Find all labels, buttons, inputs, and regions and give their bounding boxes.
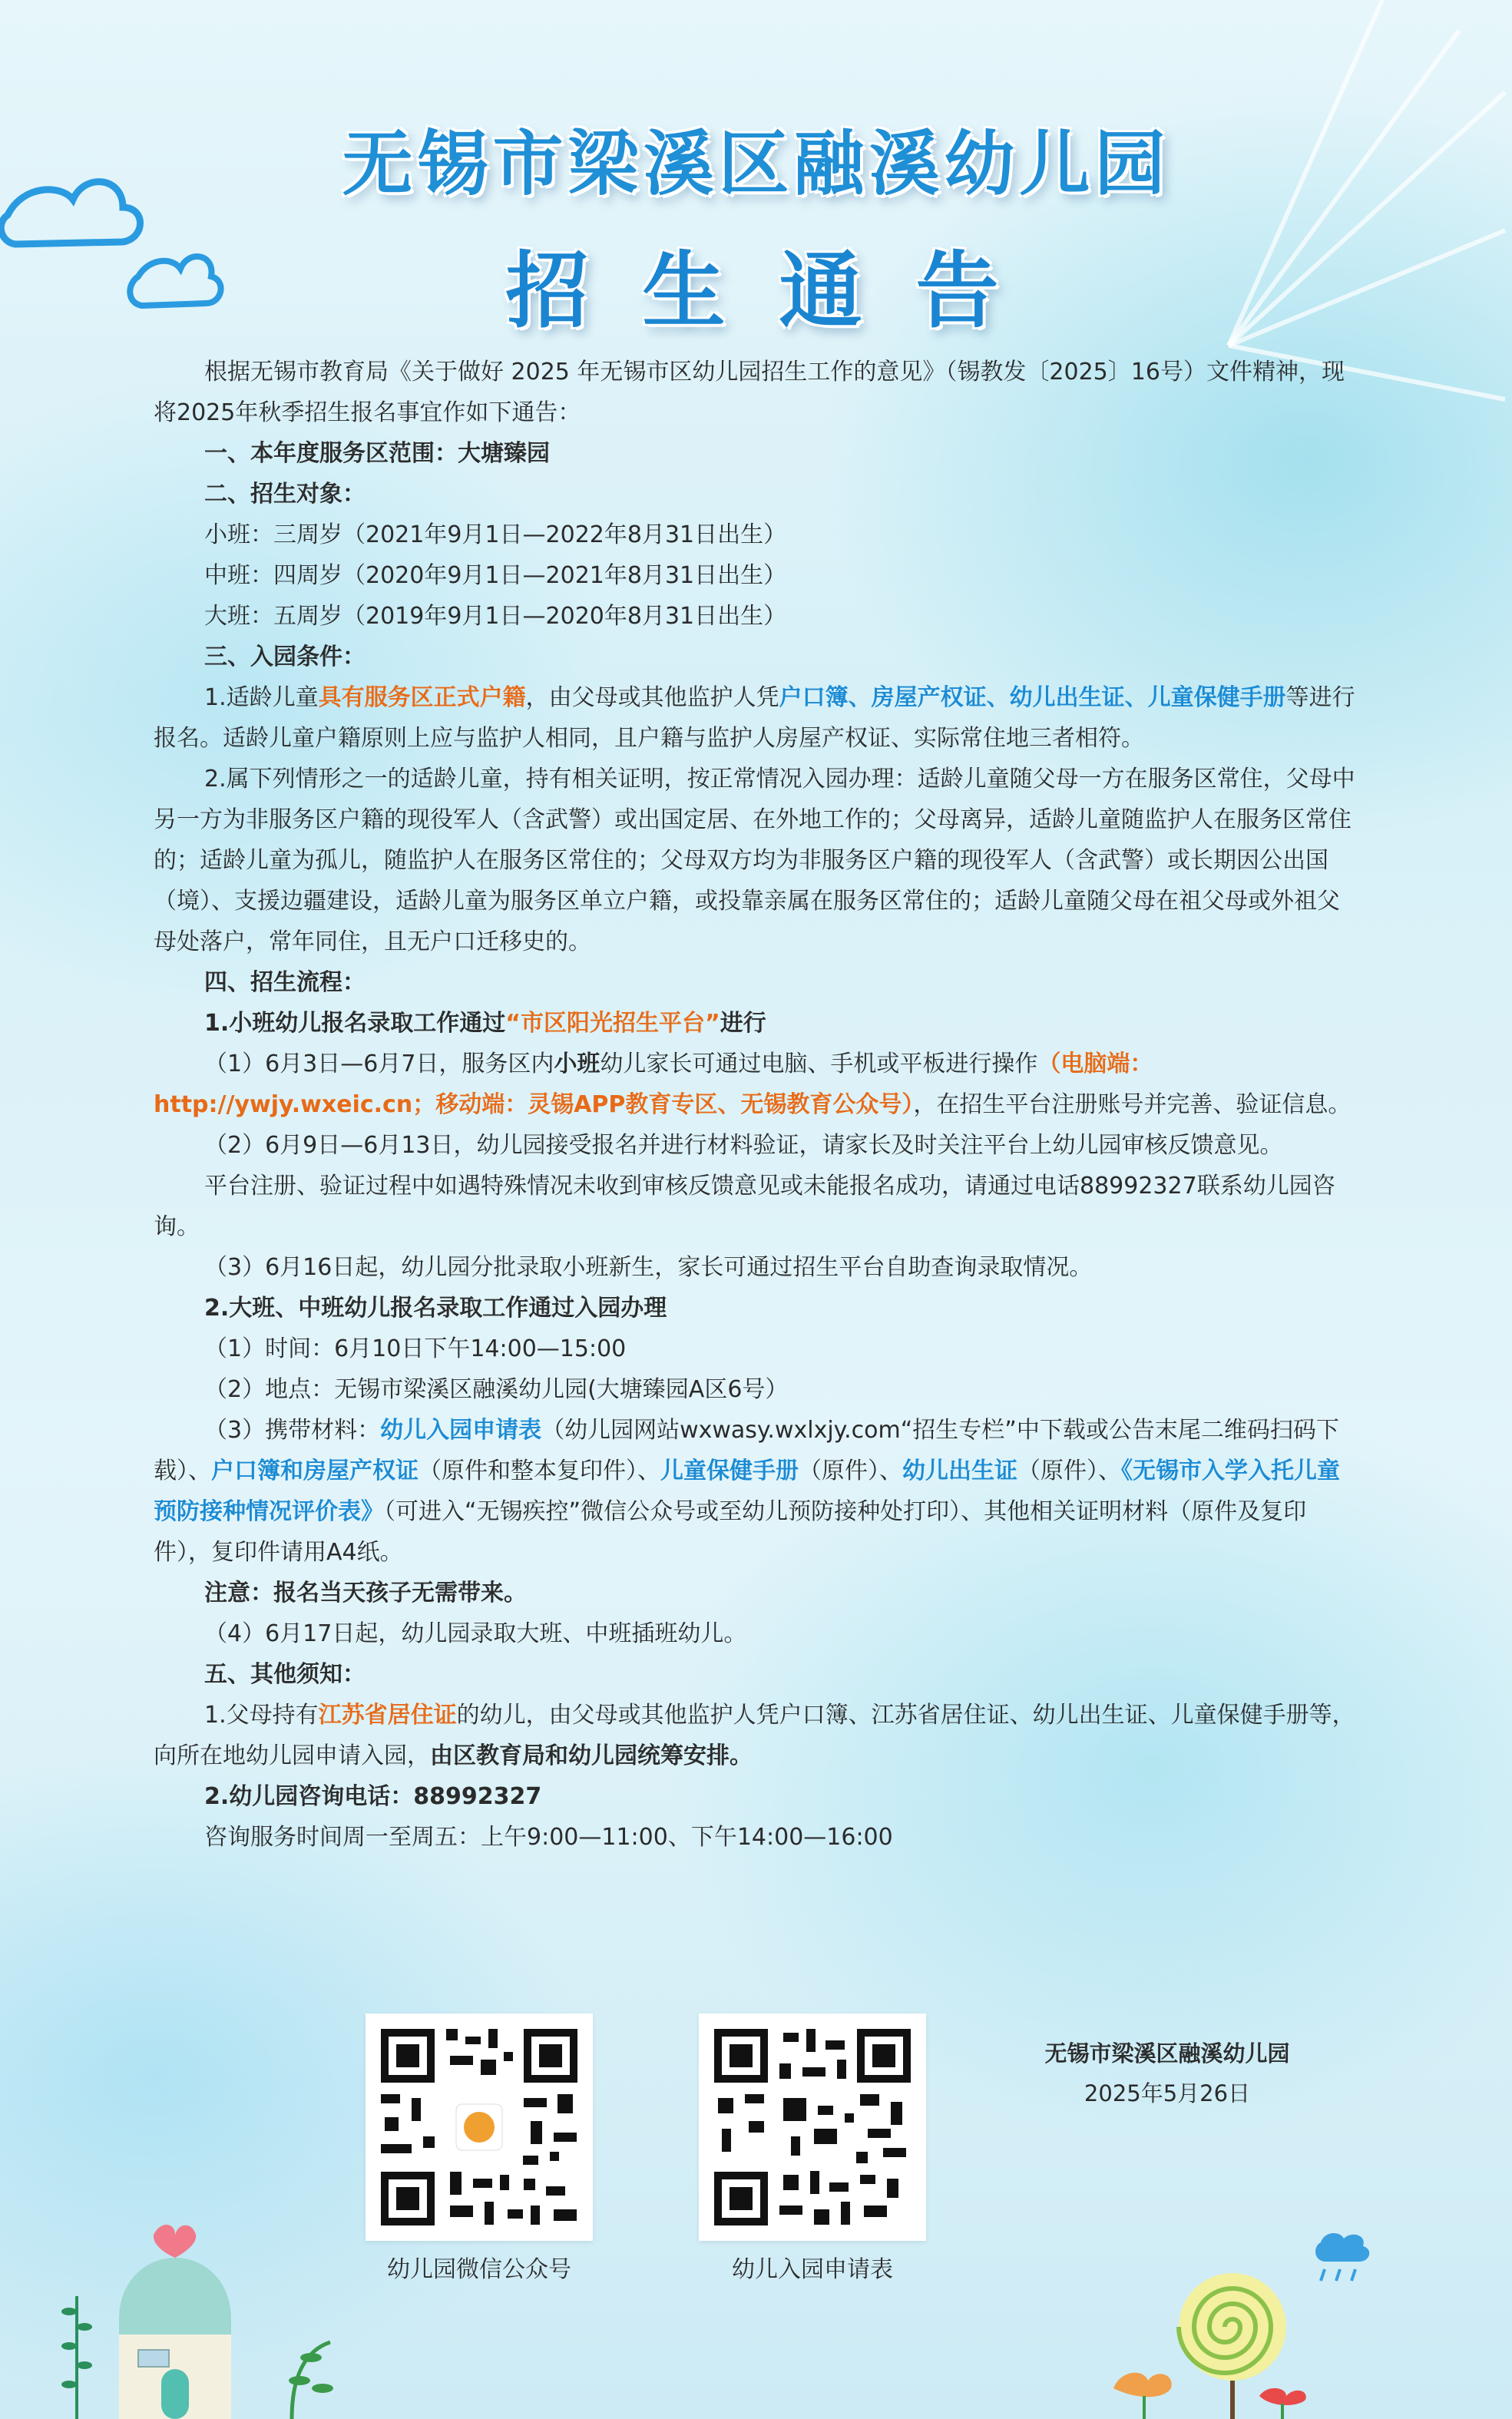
process-1-heading xyxy=(154,1003,1359,1044)
platform-links[interactable]: （电脑端：http://ywjy.wxeic.cn；移动端：灵锡APP教育专区、无锡教育公众号） xyxy=(154,1051,1153,1118)
page-title: 无锡市梁溪区融溪幼儿园 xyxy=(342,123,1170,205)
text: （可进入“无锡疾控”微信公众号或至幼儿预防接种处打印）、其他相关证明材料（原件及复印件），复印件请用A4纸。 xyxy=(154,1498,1307,1566)
highlight-birth-cert: 幼儿出生证 xyxy=(902,1458,1017,1484)
class-large: 大班：五周岁（2019年9月1日—2020年8月31日出生） xyxy=(204,603,787,630)
notice-note: 注意：报名当天孩子无需带来。 xyxy=(204,1580,527,1607)
highlight-health-book: 儿童保健手册 xyxy=(660,1458,799,1484)
lollipop-illustration xyxy=(1090,2212,1398,2419)
other-1 xyxy=(154,1695,1359,1776)
text-bold: 由区教育局和幼儿园统筹安排。 xyxy=(430,1742,753,1769)
signature-date: 2025年5月26日 xyxy=(1084,2080,1251,2106)
text: （1）6月3日—6月7日，服务区内 xyxy=(204,1051,554,1077)
text: 1.小班幼儿报名录取工作通过 xyxy=(204,1010,506,1037)
class-small: 小班：三周岁（2021年9月1日—2022年8月31日出生） xyxy=(204,521,787,548)
text: 的幼儿，由父母或其他监护人凭户口簿、江苏省居住证、幼儿出生证、儿童保健手册等，向所在地幼儿园申请入园， xyxy=(154,1702,1355,1769)
section-3-heading: 三、入园条件： xyxy=(204,644,366,670)
service-hours: 咨询服务时间周一至周五：上午9:00—11:00、下午14:00—16:00 xyxy=(204,1824,893,1851)
condition-2: 2.属下列情形之一的适龄儿童，持有相关证明，按正常情况入园办理：适龄儿童随父母一方在服务区常住，父母中另一方为非服务区户籍的现役军人（含武警）或出国定居、在外地工作的；父母离异，适龄儿童随监护人在服务区常住的；适龄儿童为孤儿，随监护人在服务区常住的；父母双方均为非服务区户籍的现役军人（含武警）或长期因公出国（境）、支援边疆建设，适龄儿童为服务区单立户籍，或投靠亲属在服务区常住的；适龄儿童随父母在祖父母或外祖父母处落户，常年同住，且无户口迁移史的。 xyxy=(154,766,1355,955)
qr-wechat-caption: 幼儿园微信公众号 xyxy=(387,2256,571,2283)
qr-application-caption: 幼儿入园申请表 xyxy=(732,2256,893,2283)
section-1-heading: 一、本年度服务区范围：大塘臻园 xyxy=(204,440,550,467)
text: 1.父母持有 xyxy=(204,1702,319,1729)
highlight-residency: 具有服务区正式户籍 xyxy=(318,684,526,711)
section-2-heading: 二、招生对象： xyxy=(204,481,366,508)
process-2-heading: 2.大班、中班幼儿报名录取工作通过入园办理 xyxy=(204,1295,667,1322)
house-illustration xyxy=(46,2204,338,2419)
highlight-documents: 户口簿、房屋产权证、幼儿出生证、儿童保健手册 xyxy=(779,684,1286,711)
text: ，由父母或其他监护人凭 xyxy=(525,684,779,711)
text: 幼儿家长可通过电脑、手机或平板进行操作 xyxy=(600,1051,1038,1077)
process-1-step-3: （3）6月16日起，幼儿园分批录取小班新生，家长可通过招生平台自助查询录取情况。 xyxy=(204,1254,1093,1281)
qr-wechat[interactable] xyxy=(366,2014,593,2241)
text-bold: 小班 xyxy=(554,1051,600,1077)
text: 进行 xyxy=(720,1010,766,1037)
process-2-place: （2）地点：无锡市梁溪区融溪幼儿园(大塘臻园A区6号） xyxy=(204,1376,789,1403)
process-1-step-1 xyxy=(154,1044,1359,1125)
signature-block xyxy=(991,2033,1344,2113)
process-1-note: 平台注册、验证过程中如遇特殊情况未收到审核反馈意见或未能报名成功，请通过电话88992327联系幼儿园咨询。 xyxy=(154,1173,1335,1240)
text: （幼儿园网站wxwasy.wxlxjy.com“招生专栏”中下载或公告末尾二维码扫码下载）、 xyxy=(154,1417,1339,1484)
text: ，在招生平台注册账号并完善、验证信息。 xyxy=(913,1091,1352,1118)
intro-paragraph: 根据无锡市教育局《关于做好 2025 年无锡市区幼儿园招生工作的意见》（锡教发〔2025〕16号）文件精神，现将2025年秋季招生报名事宜作如下通告： xyxy=(154,359,1345,426)
title-block xyxy=(0,108,1512,343)
text: （原件）、 xyxy=(799,1458,902,1484)
signature-org: 无锡市梁溪区融溪幼儿园 xyxy=(1044,2040,1290,2067)
section-5-heading: 五、其他须知： xyxy=(204,1661,366,1688)
text: （原件和整本复印件）、 xyxy=(419,1458,660,1484)
highlight-residence-permit: 江苏省居住证 xyxy=(318,1702,457,1729)
text: （3）携带材料： xyxy=(204,1417,381,1444)
process-2-time: （1）时间：6月10日下午14:00—15:00 xyxy=(204,1335,627,1362)
notice-body xyxy=(154,352,1359,1858)
highlight-application-form: 幼儿入园申请表 xyxy=(380,1417,542,1444)
highlight-platform: “市区阳光招生平台” xyxy=(505,1010,720,1037)
text: 1.适龄儿童 xyxy=(204,684,319,711)
class-middle: 中班：四周岁（2020年9月1日—2021年8月31日出生） xyxy=(204,562,787,589)
text: （原件）、 xyxy=(1017,1458,1121,1484)
process-1-step-2: （2）6月9日—6月13日，幼儿园接受报名并进行材料验证，请家长及时关注平台上幼儿园审核反馈意见。 xyxy=(204,1132,1283,1159)
page-subtitle: 招生通告 xyxy=(505,243,1053,339)
condition-1 xyxy=(154,677,1359,759)
qr-code-icon xyxy=(366,2014,593,2241)
process-2-materials xyxy=(154,1410,1359,1573)
text: 等进行报名。适龄儿童户籍原则上应与监护人相同，且户籍与监护人房屋产权证、实际常住地三者相符。 xyxy=(154,684,1355,752)
highlight-household: 户口簿和房屋产权证 xyxy=(211,1458,419,1484)
highlight-vaccine-form: 《无锡市入学入托儿童预防接种情况评价表》 xyxy=(154,1458,1340,1525)
qr-application[interactable] xyxy=(699,2014,926,2241)
contact-phone: 2.幼儿园咨询电话：88992327 xyxy=(204,1783,542,1810)
qr-code-icon xyxy=(699,2014,926,2241)
section-4-heading: 四、招生流程： xyxy=(204,969,366,996)
process-2-step-4: （4）6月17日起，幼儿园录取大班、中班插班幼儿。 xyxy=(204,1620,747,1647)
